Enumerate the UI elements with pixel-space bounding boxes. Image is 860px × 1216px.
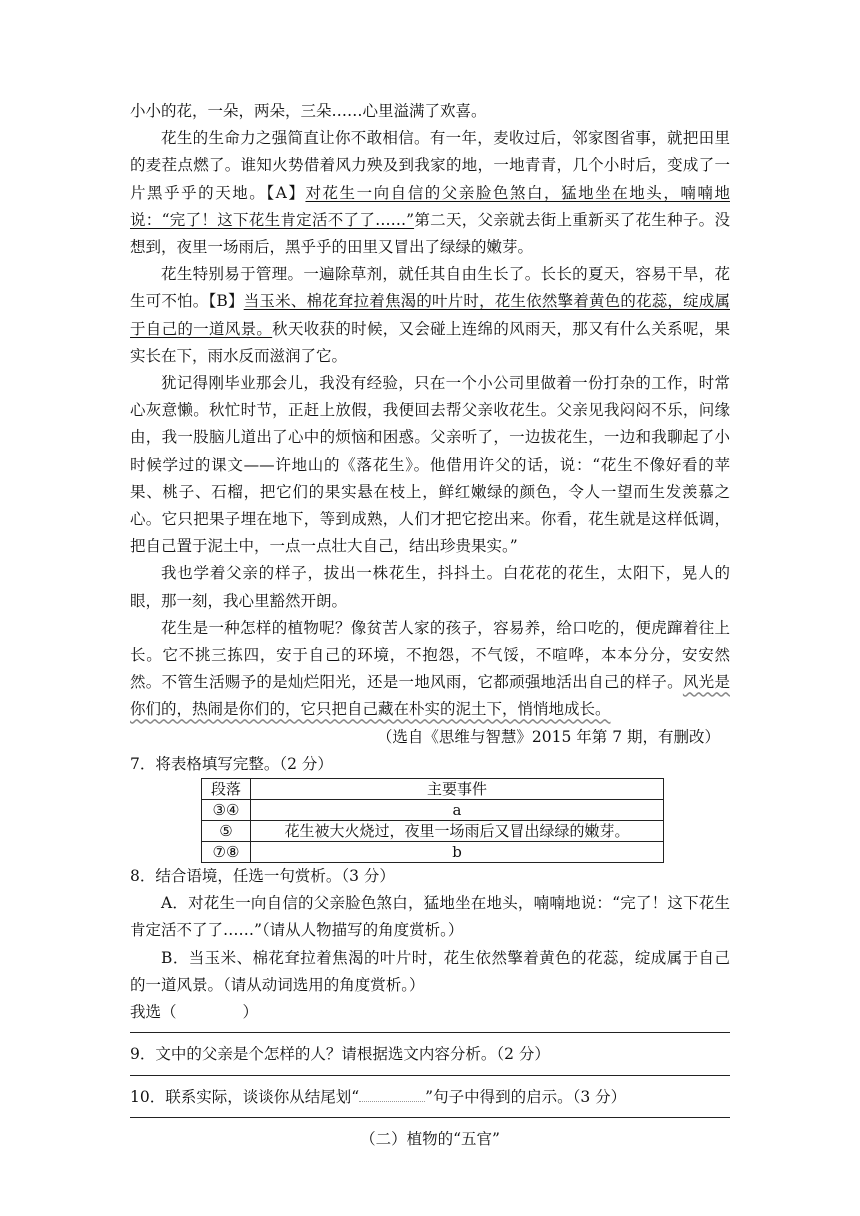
table-cell: ⑦⑧ xyxy=(202,842,251,863)
wavy-underlined-sentence: 风光是你们的，热闹是你们的，它只把自己藏在朴实的泥土下，悄悄地成长。 xyxy=(130,673,730,719)
answer-line-q9[interactable] xyxy=(130,1075,730,1076)
paragraph-9-text: 花生是一种怎样的植物呢？像贫苦人家的孩子，容易养，给口吃的，便虎蹿着往上长。它不挑三拣四，安于自己的环境，不抱怨，不气馁，不喧哗，本本分分，安安然然。不管生活赐予的是灿烂阳光，还是一地风雨，它都顽强地活出自己的样子。 xyxy=(130,618,730,692)
table-header-cell: 段落 xyxy=(202,779,251,800)
option-b: B．当玉米、棉花耷拉着焦渴的叶片时，花生依然擎着黄色的花蕊，绽成属于自己的一道风景。（请从动词选用的角度赏析。） xyxy=(130,948,730,994)
section-2-title: （二）植物的“五官” xyxy=(360,1129,500,1148)
underlined-sentence-b: 当玉米、棉花耷拉着焦渴的叶片时，花生依然擎着黄色的花蕊，绽成属于自己的一道风景。 xyxy=(130,292,730,338)
question-8: 8．结合语境，任选一句赏析。（3 分） xyxy=(130,867,395,886)
table-header-row xyxy=(202,779,664,800)
question-10-text-a: 10．联系实际，谈谈你从结尾划“ xyxy=(130,1087,360,1106)
choice-close: ） xyxy=(242,1003,259,1022)
exam-page xyxy=(130,98,730,1153)
paragraph-6-text: 花生特别易于管理。一遍除草剂，就任其自由生长了。长长的夏天，容易干旱，花生可不怕。 xyxy=(130,265,730,311)
paragraph-9 xyxy=(130,615,730,724)
table-row xyxy=(202,800,664,821)
choice-open: 我选（ xyxy=(130,1003,177,1022)
paragraph-6 xyxy=(130,261,730,370)
paragraph-7: 犹记得刚毕业那会儿，我没有经验，只在一个小公司里做着一份打杂的工作，时常心灰意懒。秋忙时节，正赶上放假，我便回去帮父亲收花生。父亲见我闷闷不乐，问缘由，我一股脑儿道出了心中的烦恼和困惑。父亲听了，一边拔花生，一边和我聊起了小时候学过的课文——许地山的《落花生》。他借用许父的话，说：“花生不像好看的苹果、桃子、石榴，把它们的果实悬在枝上，鲜红嫩绿的颜色，令人一望而生发羡慕之心。它只把果子埋在地下，等到成熟，人们才把它挖出来。你看，花生就是这样低调，把自己置于泥土中，一点一点壮大自己，结出珍贵果实。” xyxy=(130,374,730,556)
table-cell-answer-b[interactable]: b xyxy=(251,842,664,863)
question-10-text-b: ”句子中得到的启示。（3 分） xyxy=(425,1087,627,1106)
table-row xyxy=(202,821,664,842)
table-header-cell: 主要事件 xyxy=(251,779,664,800)
table-cell: ⑤ xyxy=(202,821,251,842)
paragraph-5-text-2: 第二天，父亲就去街上重新买了花生种子。没想到，夜里一场雨后，黑乎乎的田里又冒出了绿绿的嫩芽。 xyxy=(130,210,730,257)
question-9: 9．文中的父亲是个怎样的人？请根据选文内容分析。（2 分） xyxy=(130,1045,550,1064)
option-a: A．对花生一向自信的父亲脸色煞白，猛地坐在地头，喃喃地说：“完了！这下花生肯定活不了了……”（请从人物描写的角度赏析。） xyxy=(130,894,730,940)
paragraph-5 xyxy=(130,125,730,261)
table-row xyxy=(202,842,664,863)
paragraph-5-text: 花生的生命力之强简直让你不敢相信。有一年，麦收过后，邻家图省事，就把田里的麦茬点燃了。谁知火势借着风力殃及到我家的地，一地青青，几个小时后，变成了一片黑乎乎的天地。 xyxy=(130,129,730,202)
question-7: 7．将表格填写完整。（2 分） xyxy=(130,754,333,773)
events-table xyxy=(201,778,664,863)
marker-a: 【A】 xyxy=(266,183,306,202)
paragraph-8: 我也学着父亲的样子，拔出一株花生，抖抖土。白花花的花生，太阳下，晃人的眼，那一刻，我心里豁然开朗。 xyxy=(130,564,730,610)
source-citation: （选自《思维与智慧》2015 年第 7 期，有删改） xyxy=(376,727,720,746)
answer-line-q10[interactable] xyxy=(130,1117,730,1118)
underlined-sentence-a: 对花生一向自信的父亲脸色煞白，猛地坐在地头，喃喃地说：“完了！这下花生肯定活不了了……” xyxy=(130,183,730,229)
wavy-blank xyxy=(359,1087,425,1102)
table-cell: 花生被大火烧过，夜里一场雨后又冒出绿绿的嫩芽。 xyxy=(251,821,664,842)
table-cell-answer-a[interactable]: a xyxy=(251,800,664,821)
paragraph-2-tail: 小小的花，一朵，两朵，三朵……心里溢满了欢喜。 xyxy=(130,102,487,120)
paragraph-6-text-2: 秋天收获的时候，又会碰上连绵的风雨天，那又有什么关系呢，果实长在下，雨水反而滋润了它。 xyxy=(130,319,730,365)
question-10 xyxy=(130,1084,730,1111)
choice-line xyxy=(130,999,730,1026)
marker-b: 【B】 xyxy=(208,292,244,311)
answer-line-q8[interactable] xyxy=(130,1032,730,1033)
table-cell: ③④ xyxy=(202,800,251,821)
